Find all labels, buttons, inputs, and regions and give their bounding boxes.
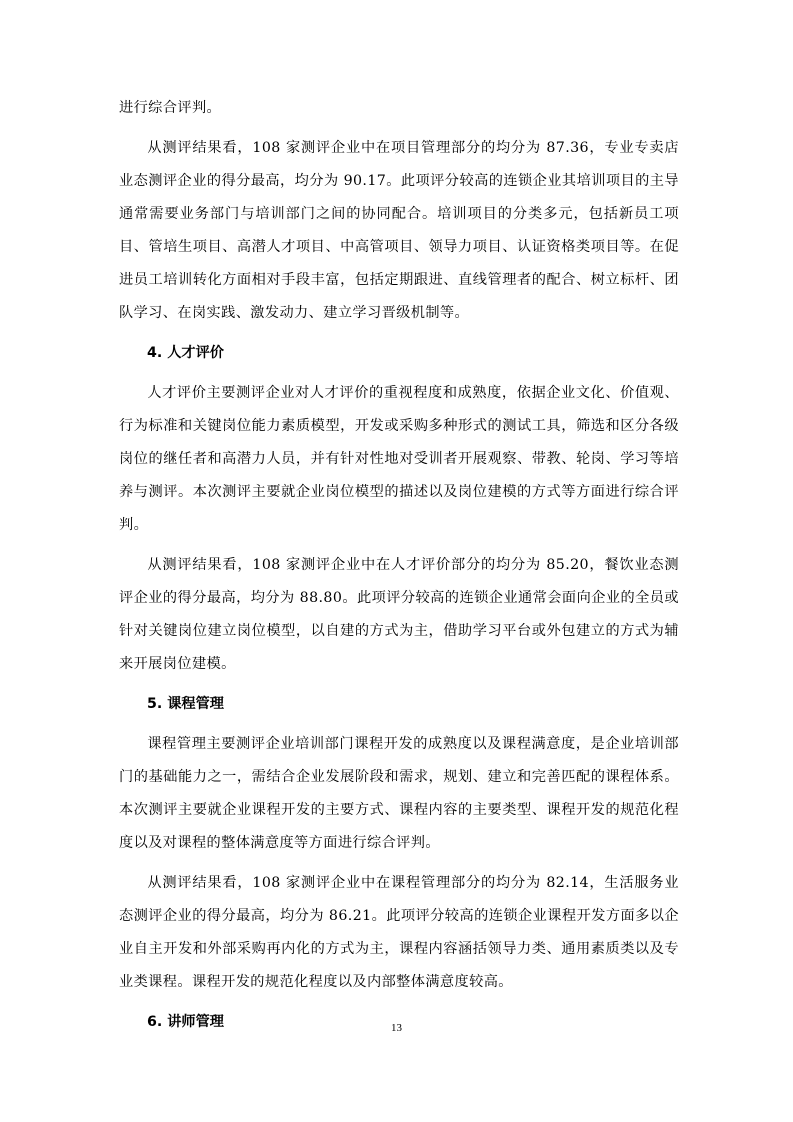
page-content	[119, 92, 679, 1039]
paragraph-course-management-results: 从测评结果看，108 家测评企业中在课程管理部分的均分为 82.14，生活服务业态测评企业的得分最高，均分为 86.21。此项评分较高的连锁企业课程开发方面多以企业自主开发和外部采购再内化的方式为主，课程内容涵括领导力类、通用素质类以及专业类课程。课程开发的规范化程度以及内部整体满意度较高。	[119, 875, 679, 990]
paragraph-continuation: 进行综合评判。	[119, 100, 222, 116]
section-heading-talent-evaluation: 4. 人才评价	[147, 345, 224, 361]
paragraph-project-management-results: 从测评结果看，108 家测评企业中在项目管理部分的均分为 87.36，专业专卖店业态测评企业的得分最高，均分为 90.17。此项评分较高的连锁企业其培训项目的主导通常需要业务部门与培训部门之间的协同配合。培训项目的分类多元，包括新员工项目、管培生项目、高潜人才项目、中高管项目、领导力项目、认证资格类项目等。在促进员工培训转化方面相对手段丰富，包括定期跟进、直线管理者的配合、树立标杆、团队学习、在岗实践、激发动力、建立学习晋级机制等。	[119, 140, 679, 321]
paragraph-talent-evaluation-intro: 人才评价主要测评企业对人才评价的重视程度和成熟度，依据企业文化、价值观、行为标准和关键岗位能力素质模型，开发或采购多种形式的测试工具，筛选和区分各级岗位的继任者和高潜力人员，并有针对性地对受训者开展观察、带教、轮岗、学习等培养与测评。本次测评主要就企业岗位模型的描述以及岗位建模的方式等方面进行综合评判。	[119, 385, 679, 533]
paragraph-talent-evaluation-results: 从测评结果看，108 家测评企业中在人才评价部分的均分为 85.20，餐饮业态测评企业的得分最高，均分为 88.80。此项评分较高的连锁企业通常会面向企业的全员或针对关键岗位建立岗位模型，以自建的方式为主，借助学习平台或外包建立的方式为辅来开展岗位建模。	[119, 557, 679, 672]
section-heading-lecturer-management: 6. 讲师管理	[147, 1014, 224, 1030]
paragraph-course-management-intro: 课程管理主要测评企业培训部门课程开发的成熟度以及课程满意度，是企业培训部门的基础能力之一，需结合企业发展阶段和需求，规划、建立和完善匹配的课程体系。本次测评主要就企业课程开发的主要方式、课程内容的主要类型、课程开发的规范化程度以及对课程的整体满意度等方面进行综合评判。	[119, 736, 679, 851]
section-heading-course-management: 5. 课程管理	[147, 696, 224, 712]
page-number: 13	[391, 1022, 402, 1034]
